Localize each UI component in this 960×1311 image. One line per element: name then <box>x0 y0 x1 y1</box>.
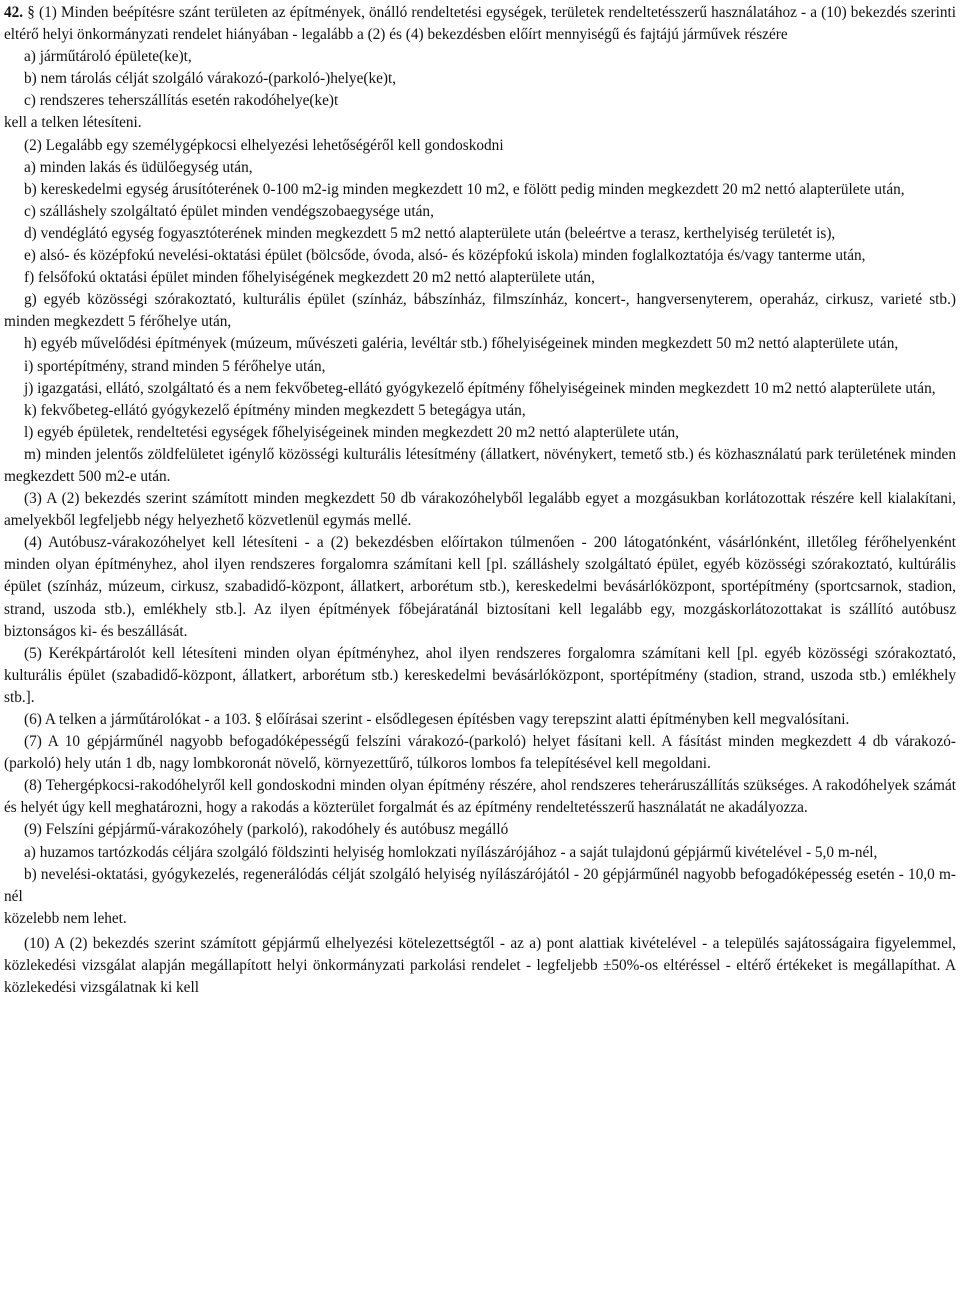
p1-list <box>4 46 956 112</box>
list-item: j) igazgatási, ellátó, szolgáltató és a nem fekvőbeteg-ellátó gyógykezelő építmény főhelyiségeinek minden megkezdett 10 m2 nettó alapterülete után, <box>24 379 936 397</box>
p2-intro: (2) Legalább egy személygépkocsi elhelyezési lehetőségéről kell gondoskodni <box>24 136 504 154</box>
list-item: i) sportépítmény, strand minden 5 férőhelye után, <box>24 357 326 375</box>
paragraph-7: (7) A 10 gépjárműnél nagyobb befogadóképességű felszíni várakozó-(parkoló) helyet fásítani kell. A fásítást minden megkezdett 4 db várakozó-(parkoló) hely után 1 db, nagy lombkoronát növelő, környezettűrő, túlkoros lombos fa telepítésével kell megoldani. <box>4 733 956 773</box>
list-item: b) kereskedelmi egység árusítóterének 0-100 m2-ig minden megkezdett 10 m2, e fölött pedig minden megkezdett 20 m2 nettó alapterülete után, <box>24 180 905 198</box>
list-item: g) egyéb közösségi szórakoztató, kulturális épület (színház, bábszínház, filmszínház, koncert-, hangversenyterem, operaház, cirkusz, varieté stb.) minden megkezdett 5 férőhelye után, <box>4 291 956 331</box>
section-lead-text: § (1) Minden beépítésre szánt területen az építmények, önálló rendeltetési egységek, területek rendeltetésszerű használatához - a (10) bekezdés szerinti eltérő helyi önkormányzati rendelet hiányában - legalább a (2) és (4) bekezdésben előírt mennyiségű és fajtájú járművek részére <box>4 4 956 44</box>
list-item: b) nem tárolás célját szolgáló várakozó-(parkoló-)helye(ke)t, <box>24 70 397 88</box>
paragraph-3: (3) A (2) bekezdés szerint számított minden megkezdett 50 db várakozóhelyből legalább egyet a mozgásukban korlátozottak részére kell kialakítani, amelyekből legfeljebb négy helyezhető közvetlenül egymás mellé. <box>4 490 956 530</box>
p9-intro: (9) Felszíni gépjármű-várakozóhely (parkoló), rakodóhely és autóbusz megálló <box>24 821 509 839</box>
paragraph-8: (8) Tehergépkocsi-rakodóhelyről kell gondoskodni minden olyan építmény részére, ahol rendszeres teheráruszállítás szükséges. A rakodóhelyek számát és helyét úgy kell meghatározni, hogy a rakodás a közterület forgalmát és az építmény rendeltetésszerű használatát ne akadályozza. <box>4 777 956 817</box>
list-item: l) egyéb épületek, rendeltetési egységek főhelyiségeinek minden megkezdett 20 m2 nettó alapterülete után, <box>24 423 679 441</box>
paragraph-5: (5) Kerékpártárolót kell létesíteni minden olyan építményhez, ahol ilyen rendszeres forgalomra számítani kell [pl. egyéb közösségi szórakoztató, kulturális épület (szabadidő-központ, állatkert, arborétum stb.) kereskedelmi bevásárlóközpont, sportépítmény (stadion, strand, uszoda stb.) emlékhely stb.]. <box>4 644 956 706</box>
section-number: 42. <box>4 4 24 21</box>
list-item: h) egyéb művelődési építmények (múzeum, művészeti galéria, levéltár stb.) főhelyiségeinek minden megkezdett 50 m2 nettó alapterülete után, <box>24 335 899 353</box>
p2-list <box>4 157 956 488</box>
p9-list <box>4 842 956 908</box>
section-lead-paragraph <box>4 2 956 46</box>
list-item: k) fekvőbeteg-ellátó gyógykezelő építmény minden megkezdett 5 betegágya után, <box>24 401 526 419</box>
paragraph-6: (6) A telken a járműtárolókat - a 103. § előírásai szerint - elsődlegesen építésben vagy terepszint alatti építményben kell megvalósítani. <box>24 711 850 728</box>
list-item: c) szálláshely szolgáltató épület minden vendégszobaegysége után, <box>24 202 434 220</box>
document-page <box>4 2 956 999</box>
p9-closing: közelebb nem lehet. <box>4 909 127 927</box>
paragraph-10: (10) A (2) bekezdés szerint számított gépjármű elhelyezési kötelezettségtől - az a) pont alattiak kivételével - a település sajátosságaira figyelemmel, közlekedési vizsgálat alapján megállapított helyi önkormányzati parkolási rendelet - legfeljebb ±50%-os eltéréssel - eltérő értékeket is megállapíthat. A közlekedési vizsgálatnak ki kell <box>4 934 956 997</box>
list-item: f) felsőfokú oktatási épület minden főhelyiségének megkezdett 20 m2 nettó alapterülete után, <box>24 269 595 287</box>
paragraph-4: (4) Autóbusz-várakozóhelyet kell létesíteni - a (2) bekezdésben előírtakon túlmenően - 200 látogatónként, vásárlónként, illetőleg férőhelyenként minden olyan építményhez, ahol ilyen rendszeres forgalomra számítani kell [pl. szálláshely szolgáltató épület, egyéb közösségi szórakoztató, kultúrális épület (színház, múzeum, cirkusz, szabadidő-központ, állatkert, arborétum stb.), kereskedelmi bevásárlóközpont, sportépítmény (sportcsarnok, stadion, strand, uszoda stb.), emlékhely stb.]. Az ilyen építmények főbejáratánál biztosítani kell legalább egy, mozgáskorlátozottakat is szállító autóbusz biztonságos ki- és beszállását. <box>4 534 956 640</box>
p1-closing: kell a telken létesíteni. <box>4 114 142 132</box>
list-item: m) minden jelentős zöldfelületet igénylő közösségi kulturális létesítmény (állatkert, növénykert, temető stb.) és közhasználatú park területének minden megkezdett 500 m2-e után. <box>4 445 956 485</box>
list-item: e) alsó- és középfokú nevelési-oktatási épület (bölcsőde, óvoda, alsó- és középfokú iskola) minden foglalkoztatója és/vagy tanterme után, <box>24 247 866 265</box>
list-item: a) járműtároló épülete(ke)t, <box>24 48 192 66</box>
list-item: c) rendszeres teherszállítás esetén rakodóhelye(ke)t <box>24 92 339 110</box>
list-item: d) vendéglátó egység fogyasztóterének minden megkezdett 5 m2 nettó alapterülete után (beleértve a terasz, kerthelyiség területét is), <box>24 224 836 242</box>
list-item: a) huzamos tartózkodás céljára szolgáló földszinti helyiség homlokzati nyílászárójához - a saját tulajdonú gépjármű kivételével - 5,0 m-nél, <box>24 843 878 861</box>
list-item: b) nevelési-oktatási, gyógykezelés, regenerálódás célját szolgáló helyiség nyílászárójától - 20 gépjárműnél nagyobb befogadóképesség esetén - 10,0 m-nél <box>4 865 956 905</box>
list-item: a) minden lakás és üdülőegység után, <box>24 158 253 176</box>
